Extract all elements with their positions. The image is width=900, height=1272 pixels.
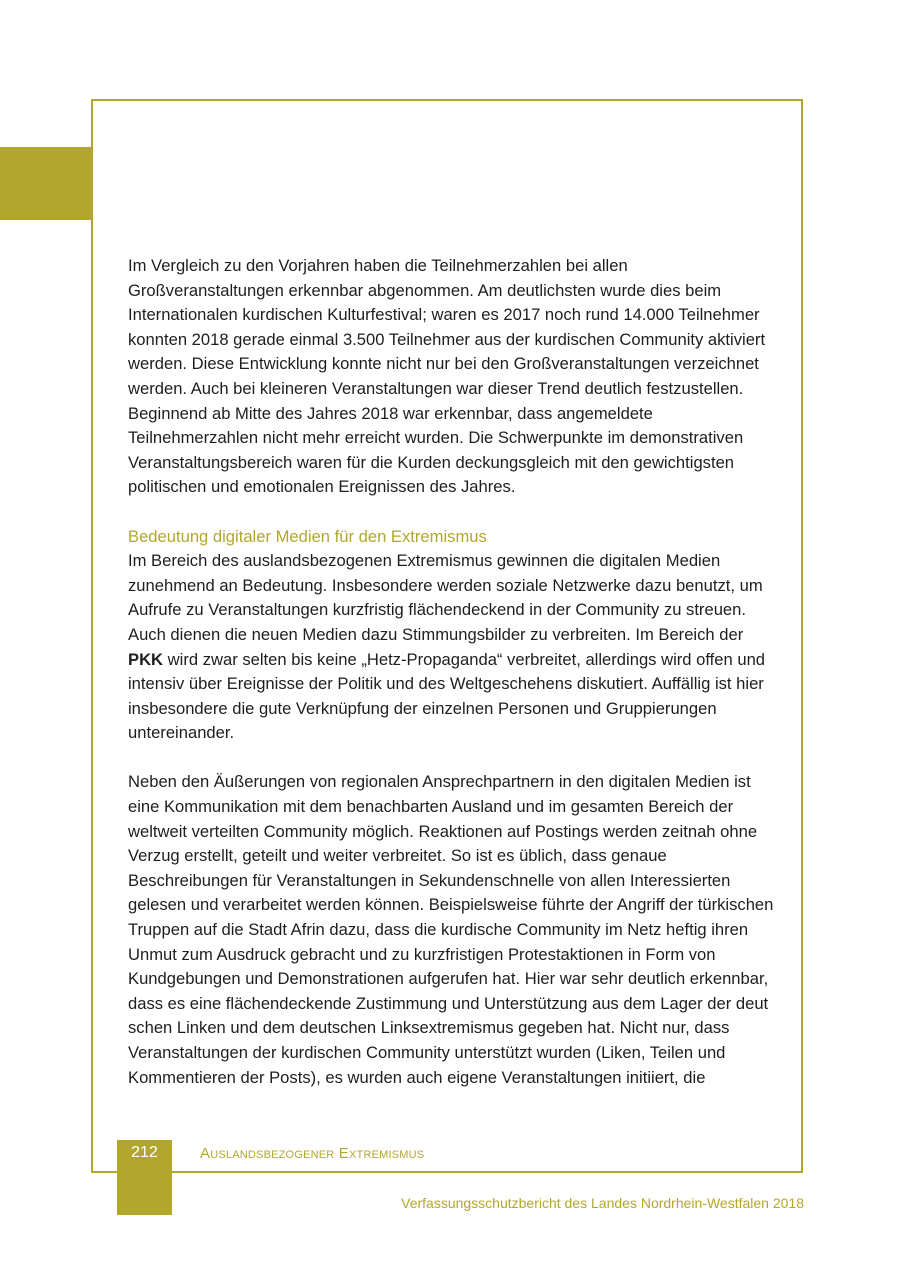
section-heading: Bedeutung digitaler Medien für den Extremismus	[128, 526, 487, 546]
paragraph-digital-media-part1: Im Bereich des auslandsbezogenen Extremismus gewinnen die digitalen Medien zunehmend an Bedeutung. Insbesondere werden soziale Netzwerke dazu benutzt, um Aufrufe zu Veranstaltungen kurzfristig flächendeckend in der Community zu streuen. Auch dienen die neuen Medien dazu Stimmungsbilder zu verbreiten. Im Bereich der	[128, 551, 763, 644]
paragraph-digital-media	[128, 549, 780, 746]
paragraph-digital-media-part2: wird zwar selten bis keine „Hetz-Propaganda“ verbreitet, allerdings wird offen und intensiv über Ereignisse der Politik und des Weltgeschehens diskutiert. Auffällig ist hier insbesondere die gute Verknüpfung der einzelnen Personen und Gruppierungen untereinander.	[128, 649, 766, 743]
pkk-term: PKK	[128, 649, 164, 669]
paragraph-communication: Neben den Äußerungen von regionalen Ansprechpartnern in den digitalen Medien ist eine Kommunikation mit dem benachbarten Ausland und im gesamten Bereich der weltweit verteilten Community möglich. Reaktionen auf Postings werden zeitnah ohne Verzug erstellt, geteilt und weiter verbreitet. So ist es üblich, dass genaue Beschreibungen für Veranstaltungen in Sekundenschnelle von allen Interessierten gelesen und verarbeitet werden können. Beispielsweise führte der Angriff der türkischen Truppen auf die Stadt Afrin dazu, dass die kurdische Community im Netz heftig ihren Unmut zum Ausdruck gebracht und zu kurzfristigen Protestaktionen in Form von Kundgebungen und Demonstrationen aufgerufen hat. Hier war sehr deutlich erkennbar, dass es eine flächendeckende Zustimmung und Unterstützung aus dem Lager der deut schen Linken und dem deutschen Linksextremismus gegeben hat. Nicht nur, dass Veranstaltungen der kurdischen Community unterstützt wurden (Liken, Teilen und Kommentieren der Posts), es wurden auch eigene Veranstaltungen initiiert, die	[128, 772, 774, 1087]
paragraph-spacer	[128, 746, 780, 771]
page-number: 212	[131, 1144, 158, 1161]
running-title: Auslandsbezogener Extremismus	[200, 1145, 425, 1162]
publication-title: Verfassungsschutzbericht des Landes Nordrhein-Westfalen 2018	[401, 1195, 804, 1211]
page-number-box	[117, 1140, 172, 1215]
paragraph-spacer	[128, 500, 780, 525]
side-tab-marker	[0, 147, 92, 220]
body-text	[128, 254, 780, 1090]
paragraph-attendance: Im Vergleich zu den Vorjahren haben die Teilnehmerzahlen bei allen Großveranstaltungen erkennbar abgenommen. Am deutlichsten wurde dies beim Internationalen kurdischen Kulturfestival; waren es 2017 noch rund 14.000 Teilnehmer konnten 2018 gerade einmal 3.500 Teilnehmer aus der kurdischen Community aktiviert werden. Diese Entwicklung konnte nicht nur bei den Großveranstaltungen verzeichnet werden. Auch bei kleineren Veranstaltungen war dieser Trend deutlich festzustellen. Beginnend ab Mitte des Jahres 2018 war erkennbar, dass angemeldete Teilnehmerzahlen nicht mehr erreicht wurden. Die Schwerpunkte im demonstrativen Veranstaltungsbereich waren für die Kurden deckungsgleich mit den gewichtigsten politischen und emotionalen Ereignissen des Jahres.	[128, 256, 766, 497]
